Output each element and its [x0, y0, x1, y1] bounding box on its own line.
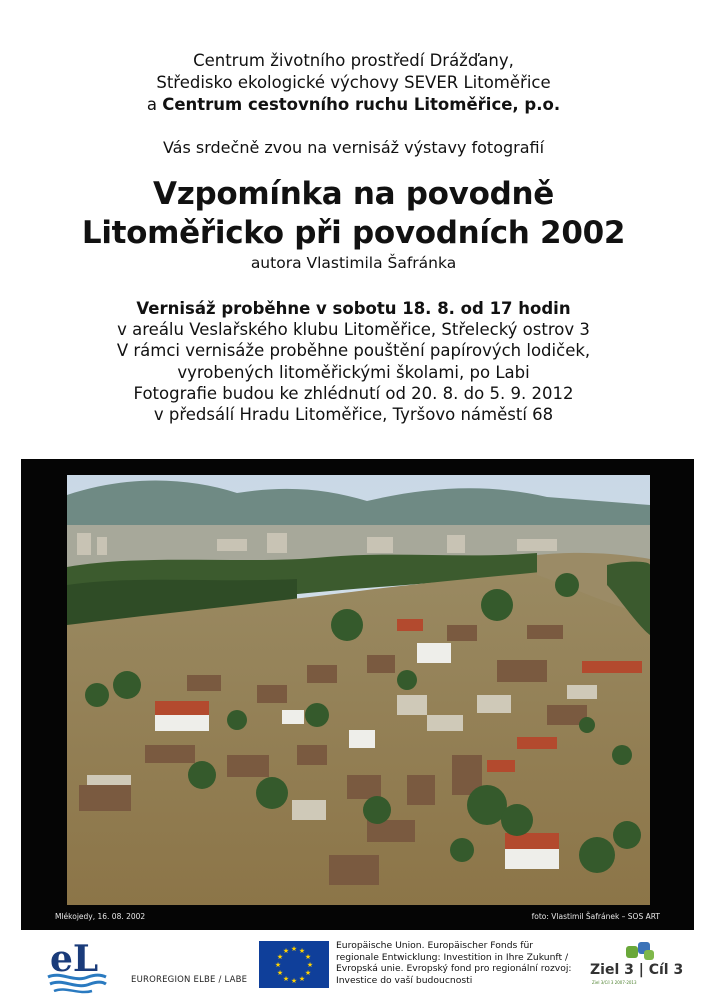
svg-text:★: ★: [298, 947, 306, 955]
photo-caption-credit: foto: Vlastimil Šafránek – SOS ART: [531, 912, 660, 921]
svg-text:★: ★: [304, 969, 312, 977]
event-detail-line: Fotografie budou ke zhlédnutí od 20. 8. do 5. 9. 2012: [133, 383, 574, 403]
eu-stars-icon: [259, 941, 329, 988]
eu-funding-text: Europäische Union. Europäischer Fonds für regionale Entwicklung: Investition in Ihre Zukunft / Evropská unie. Evropský fond pro regionální rozvoj: Investice do vaší budoucnosti: [336, 940, 572, 986]
flood-photo: [67, 475, 650, 905]
organizer-line-3: [0, 94, 707, 116]
event-detail-line: v areálu Veslařského klubu Litoměřice, Střelecký ostrov 3: [117, 320, 590, 340]
euroregion-logo-icon: [46, 937, 108, 995]
euroregion-label: EUROREGION ELBE / LABE: [131, 975, 248, 985]
ziel-cil-sublabel: Ziel 3/Cíl 3 2007-2013: [592, 980, 637, 985]
organizer-line-1: Centrum životního prostředí Drážďany,: [193, 51, 514, 70]
svg-text:★: ★: [290, 945, 298, 953]
event-headline: Vernisáž proběhne v sobotu 18. 8. od 17 hodin: [136, 299, 571, 318]
invitation-text: Vás srdečně zvou na vernisáž výstavy fotografií: [162, 138, 545, 157]
author-text: autora Vlastimila Šafránka: [250, 254, 457, 272]
svg-text:★: ★: [282, 947, 290, 955]
svg-text:★: ★: [274, 961, 282, 969]
event-detail-line: vyrobených litoměřickými školami, po Labi: [177, 362, 530, 382]
event-details: [0, 298, 707, 425]
event-detail-line: V rámci vernisáže proběhne pouštění papírových lodiček,: [116, 341, 591, 361]
ziel-puzzle-logo-icon: [624, 940, 658, 962]
svg-text:★: ★: [282, 975, 290, 983]
svg-text:★: ★: [290, 977, 298, 985]
title-line-1: Vzpomínka na povodně: [153, 176, 554, 212]
svg-text:★: ★: [276, 969, 284, 977]
svg-text:★: ★: [276, 953, 284, 961]
organizer-line-3-bold: Centrum cestovního ruchu Litoměřice, p.o.: [162, 95, 561, 114]
photo-frame: [21, 459, 694, 930]
svg-text:★: ★: [306, 961, 314, 969]
eu-flag-icon: [259, 941, 329, 988]
organizer-line-2: Středisko ekologické výchovy SEVER Litoměřice: [156, 73, 551, 92]
ziel-cil-label: Ziel 3 | Cíl 3: [590, 962, 684, 978]
svg-text:eL: eL: [50, 938, 99, 980]
organizer-line-3-prefix: a: [146, 95, 163, 114]
svg-text:★: ★: [304, 953, 312, 961]
event-detail-line: v předsálí Hradu Litoměřice, Tyršovo náměstí 68: [153, 405, 554, 425]
title-line-2: Litoměřicko při povodních 2002: [81, 215, 626, 251]
flood-photo-illustration: [67, 475, 650, 905]
photo-caption-location: Mlékojedy, 16. 08. 2002: [55, 912, 146, 921]
svg-text:★: ★: [298, 975, 306, 983]
